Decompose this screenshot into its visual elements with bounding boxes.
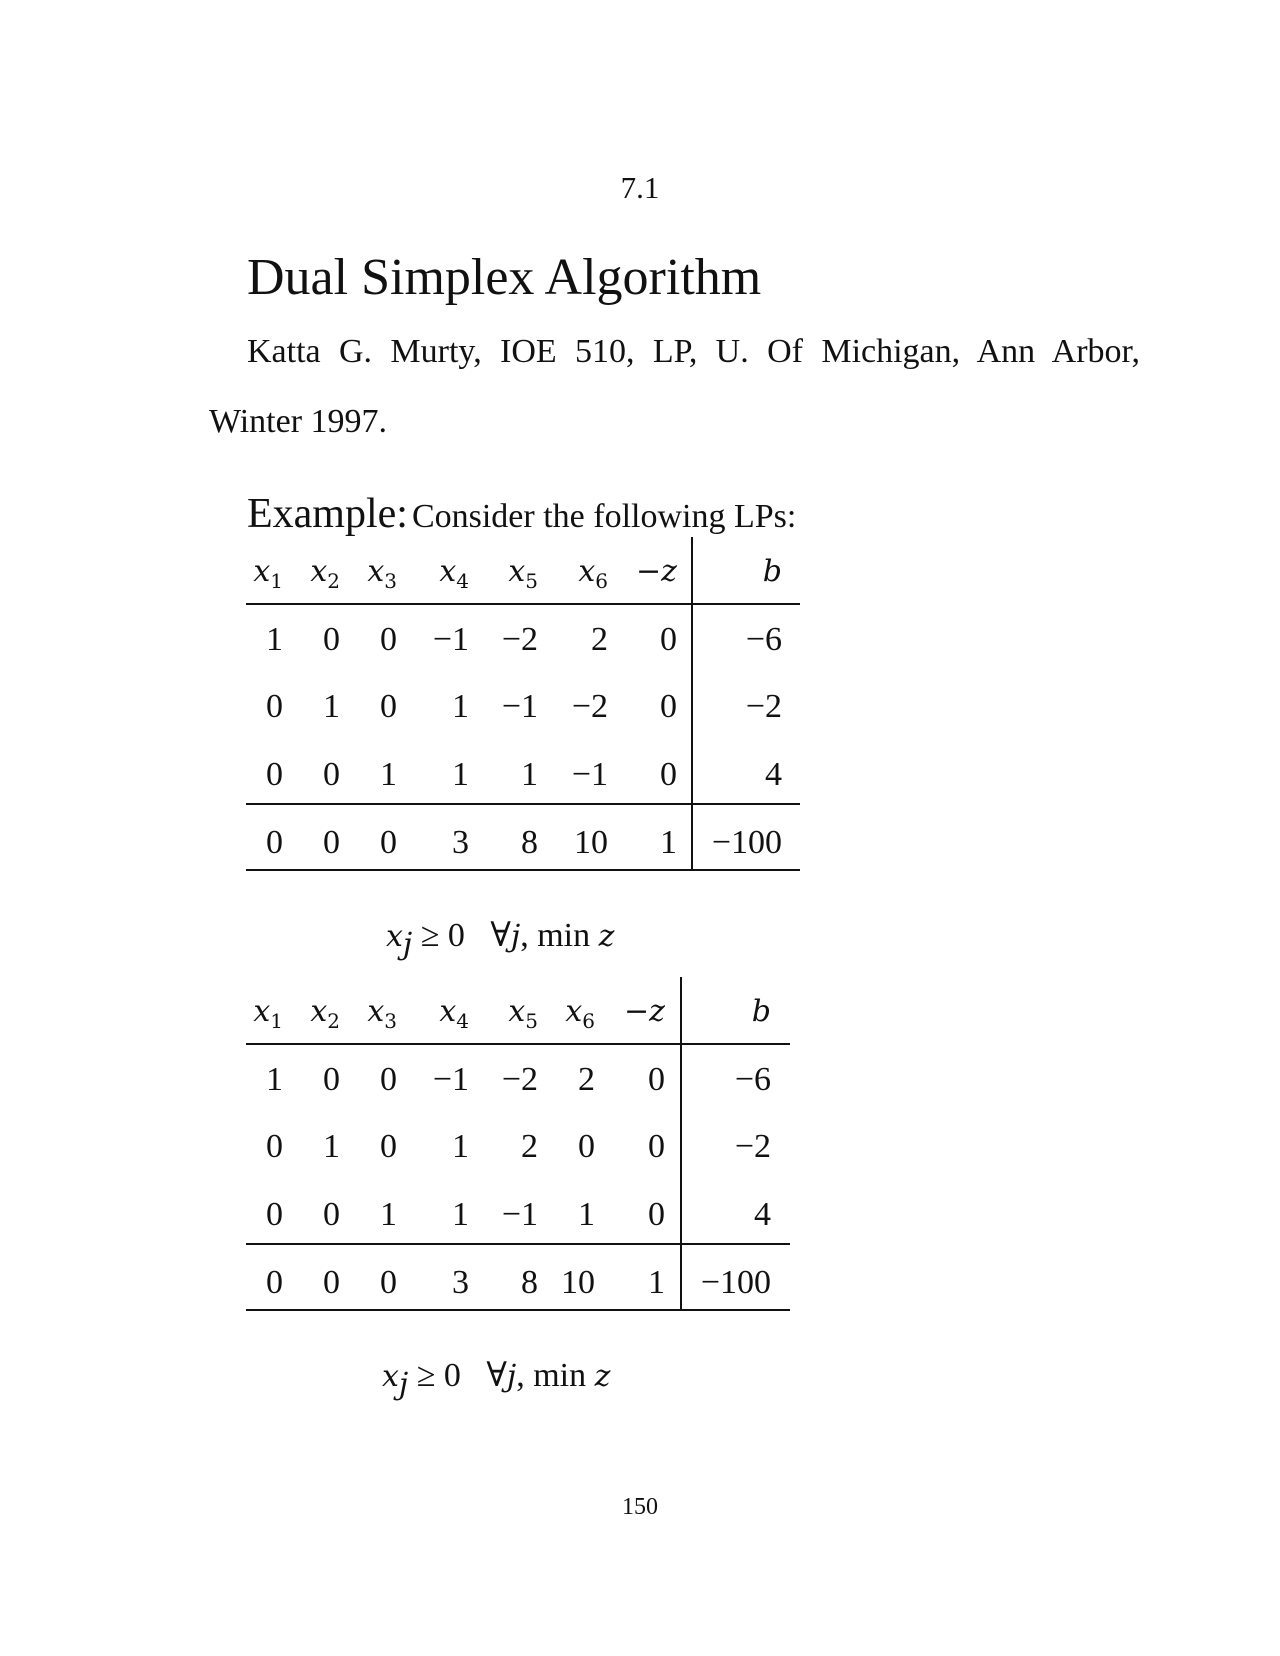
- tableau-header-2: $x_2$: [310, 994, 340, 1033]
- tableau-cell: −1: [432, 621, 469, 658]
- tableau-header-5: $x_5$: [508, 994, 538, 1033]
- example-label: Example:: [247, 491, 408, 537]
- tableau-cell: 0: [266, 688, 283, 725]
- objective-cell: 1: [648, 1264, 665, 1301]
- constraint-2: $x_j \ge 0$ ∀j, min z: [382, 1357, 611, 1402]
- objective-cell: 0: [266, 1264, 283, 1301]
- tableau-1: [246, 555, 800, 915]
- objective-cell: 3: [452, 1264, 469, 1301]
- tableau-header-5: $x_5$: [508, 554, 538, 593]
- tableau-header-3: $x_3$: [367, 554, 397, 593]
- tableau-cell: 0: [660, 621, 677, 658]
- example-text: Consider the following LPs:: [411, 498, 797, 535]
- tableau-cell: 1: [452, 1196, 469, 1233]
- tableau-cell: −2: [734, 1128, 771, 1165]
- tableau-header-2: $x_2$: [310, 554, 340, 593]
- tableau-header-6: $x_6$: [565, 994, 595, 1033]
- tableau-cell: 4: [765, 756, 782, 793]
- objective-cell: −100: [711, 824, 782, 861]
- tableau-cell: −6: [745, 621, 782, 658]
- tableau-cell: 1: [323, 1128, 340, 1165]
- objective-cell: 0: [323, 1264, 340, 1301]
- tableau-cell: 0: [380, 1128, 397, 1165]
- objective-cell: −100: [700, 1264, 771, 1301]
- author-line-1: Katta G. Murty, IOE 510, LP, U. Of Michigan, Ann Arbor,: [247, 333, 1140, 370]
- tableau-cell: 2: [591, 621, 608, 658]
- tableau-cell: 0: [648, 1196, 665, 1233]
- tableau-cell: 2: [578, 1061, 595, 1098]
- tableau-rule: [246, 803, 800, 805]
- constraint-1: $x_j \ge 0$ ∀j, min z: [386, 917, 615, 962]
- tableau-cell: 1: [323, 688, 340, 725]
- tableau-cell: −1: [571, 756, 608, 793]
- tableau-cell: 0: [380, 1061, 397, 1098]
- tableau-header-3: $x_3$: [367, 994, 397, 1033]
- page-title: Dual Simplex Algorithm: [247, 249, 762, 306]
- tableau-cell: 1: [380, 1196, 397, 1233]
- tableau-cell: −1: [432, 1061, 469, 1098]
- tableau-cell: 0: [323, 756, 340, 793]
- objective-cell: 3: [452, 824, 469, 861]
- tableau-divider: [680, 977, 682, 1309]
- objective-cell: 10: [561, 1264, 595, 1301]
- tableau-header-8: b: [762, 554, 782, 589]
- section-number: 7.1: [620, 170, 660, 205]
- tableau-rule: [246, 1309, 790, 1311]
- objective-cell: 0: [380, 1264, 397, 1301]
- tableau-header-7: −z: [636, 554, 677, 589]
- tableau-rule: [246, 603, 800, 605]
- tableau-cell: 0: [323, 1061, 340, 1098]
- tableau-cell: −2: [571, 688, 608, 725]
- tableau-header-7: −z: [624, 994, 665, 1029]
- tableau-header-1: $x_1$: [253, 994, 283, 1033]
- tableau-cell: −1: [501, 688, 538, 725]
- objective-cell: 8: [521, 824, 538, 861]
- tableau-cell: 1: [452, 756, 469, 793]
- tableau-cell: 0: [266, 1128, 283, 1165]
- tableau-rule: [246, 869, 800, 871]
- tableau-cell: 0: [266, 756, 283, 793]
- tableau-header-1: $x_1$: [253, 554, 283, 593]
- tableau-cell: −2: [501, 621, 538, 658]
- tableau-cell: −6: [734, 1061, 771, 1098]
- objective-cell: 1: [660, 824, 677, 861]
- tableau-cell: 0: [578, 1128, 595, 1165]
- tableau-cell: 0: [323, 621, 340, 658]
- tableau-cell: 4: [754, 1196, 771, 1233]
- tableau-cell: −1: [501, 1196, 538, 1233]
- tableau-divider: [691, 537, 693, 869]
- tableau-cell: 1: [452, 1128, 469, 1165]
- tableau-cell: 1: [380, 756, 397, 793]
- tableau-cell: 0: [380, 688, 397, 725]
- objective-cell: 8: [521, 1264, 538, 1301]
- objective-cell: 0: [323, 824, 340, 861]
- tableau-cell: 0: [648, 1128, 665, 1165]
- tableau-cell: 0: [380, 621, 397, 658]
- tableau-header-4: $x_4$: [439, 994, 469, 1033]
- tableau-cell: 1: [452, 688, 469, 725]
- tableau-cell: 1: [578, 1196, 595, 1233]
- tableau-cell: 2: [521, 1128, 538, 1165]
- tableau-cell: −2: [501, 1061, 538, 1098]
- example-intro: [247, 490, 796, 538]
- tableau-cell: 1: [266, 621, 283, 658]
- tableau-2: [246, 995, 790, 1355]
- tableau-rule: [246, 1243, 790, 1245]
- objective-cell: 0: [266, 824, 283, 861]
- tableau-cell: −2: [745, 688, 782, 725]
- tableau-cell: 0: [660, 688, 677, 725]
- tableau-rule: [246, 1043, 790, 1045]
- page-number: 150: [622, 1494, 658, 1520]
- tableau-cell: 0: [266, 1196, 283, 1233]
- tableau-cell: 0: [660, 756, 677, 793]
- tableau-cell: 0: [648, 1061, 665, 1098]
- objective-cell: 10: [574, 824, 608, 861]
- author-line-2: Winter 1997.: [209, 403, 388, 440]
- tableau-cell: 1: [266, 1061, 283, 1098]
- objective-cell: 0: [380, 824, 397, 861]
- tableau-header-8: b: [751, 994, 771, 1029]
- tableau-header-4: $x_4$: [439, 554, 469, 593]
- tableau-cell: 0: [323, 1196, 340, 1233]
- tableau-header-6: $x_6$: [578, 554, 608, 593]
- tableau-cell: 1: [521, 756, 538, 793]
